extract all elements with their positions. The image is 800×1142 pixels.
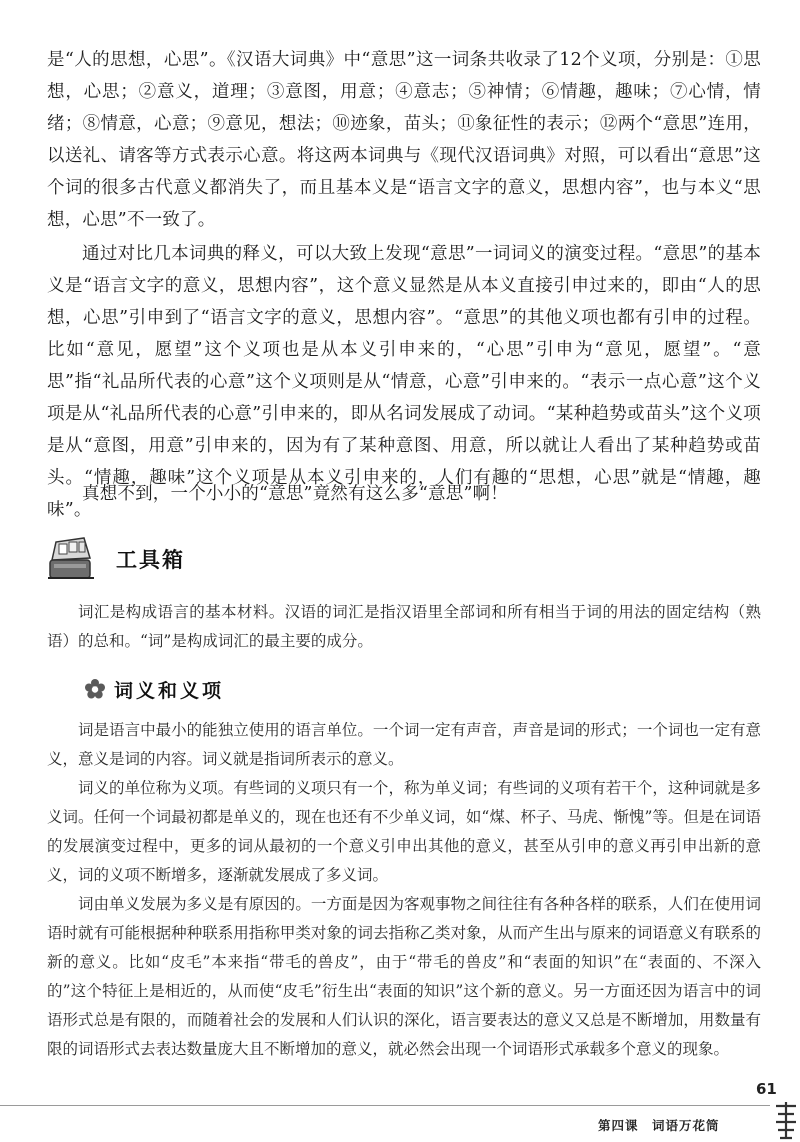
toolbox-title: 工具箱 [116, 548, 185, 572]
corner-character-mark [772, 1098, 800, 1142]
paragraph-word-senses-dictionary: 是“人的思想，心思”。《汉语大词典》中“意思”这一词条共收录了12个义项，分别是：①思想，心思；②意义，道理；③意图，用意；④意志；⑤神情；⑥情趣，趣味；⑦心情，情绪；⑧情意，心意；⑨意见，想法；⑩迹象，苗头；⑪象征性的表示；⑫两个“意思”连用，以送礼、请客等方式表示心意。将这两本词典与《现代汉语词典》对照，可以看出“意思”这个词的很多古代意义都消失了，而且基本义是“语言文字的意义，思想内容”，也与本义“思想，心思”不一致了。 [47, 50, 761, 230]
toolbox-intro: 词汇是构成语言的基本材料。汉语的词汇是指汉语里全部词和所有相当于词的用法的固定结构（熟语）的总和。“词”是构成词汇的最主要的成分。 [47, 603, 761, 650]
footer-lesson-title: 第四课 词语万花筒 [598, 1118, 720, 1133]
section-title: 词义和义项 [114, 680, 225, 702]
page-number: 61 [756, 1080, 777, 1098]
footer-divider [0, 1105, 770, 1106]
paragraph-sense-units: 词义的单位称为义项。有些词的义项只有一个，称为单义词；有些词的义项有若干个，这种词就是多义词。任何一个词最初都是单义的，现在也还有不少单义词，如“煤、杯子、马虎、惭愧”等。但是在词语的发展演变过程中，更多的词从最初的一个意义引申出其他的意义，甚至从引申的意义再引申出新的意义，词的义项不断增多，逐渐就发展成了多义词。 [47, 779, 761, 884]
paragraph-word-definition: 词是语言中最小的能独立使用的语言单位。一个词一定有声音，声音是词的形式；一个词也一定有意义，意义是词的内容。词义就是指词所表示的意义。 [47, 721, 761, 768]
toolbox-icon [44, 530, 100, 586]
section-heading [84, 676, 384, 702]
flower-icon [84, 678, 106, 700]
paragraph-meaning-evolution: 通过对比几本词典的释义，可以大致上发现“意思”一词词义的演变过程。“意思”的基本义是“语言文字的意义，思想内容”，这个意义显然是从本义直接引申过来的，即由“人的思想，心思”引申到了“语言文字的意义，思想内容”。“意思”的其他义项也都有引申的过程。比如“意见，愿望”这个义项也是从本义引申来的，“心思”引申为“意见，愿望”。“意思”指“礼品所代表的心意”这个义项则是从“情意，心意”引申来的。“表示一点心意”这个义项是从“礼品所代表的心意”引申来的，即从名词发展成了动词。“某种趋势或苗头”这个义项是从“意图，用意”引申来的，因为有了某种意图、用意，所以就让人看出了某种趋势或苗头。“情趣，趣味”这个义项是从本义引申来的，人们有趣的“思想，心思”就是“情趣，趣味”。 [47, 244, 761, 520]
toolbox-heading [44, 530, 344, 586]
paragraph-exclamation: 真想不到，一个小小的“意思”竟然有这么多“意思”啊！ [82, 484, 508, 504]
paragraph-polysemy-reasons: 词由单义发展为多义是有原因的。一方面是因为客观事物之间往往有各种各样的联系，人们在使用词语时就有可能根据种种联系用指称甲类对象的词去指称乙类对象，从而产生出与原来的词语意义有联系的新的意义。比如“皮毛”本来指“带毛的兽皮”，由于“带毛的兽皮”和“表面的知识”在“表面的、不深入的”这个特征上是相近的，从而使“皮毛”衍生出“表面的知识”这个新的意义。另一方面还因为语言中的词语形式总是有限的，而随着社会的发展和人们认识的深化，语言要表达的意义又总是不断增加，用数量有限的词语形式去表达数量庞大且不断增加的意义，就必然会出现一个词语形式承载多个意义的现象。 [47, 895, 761, 1058]
